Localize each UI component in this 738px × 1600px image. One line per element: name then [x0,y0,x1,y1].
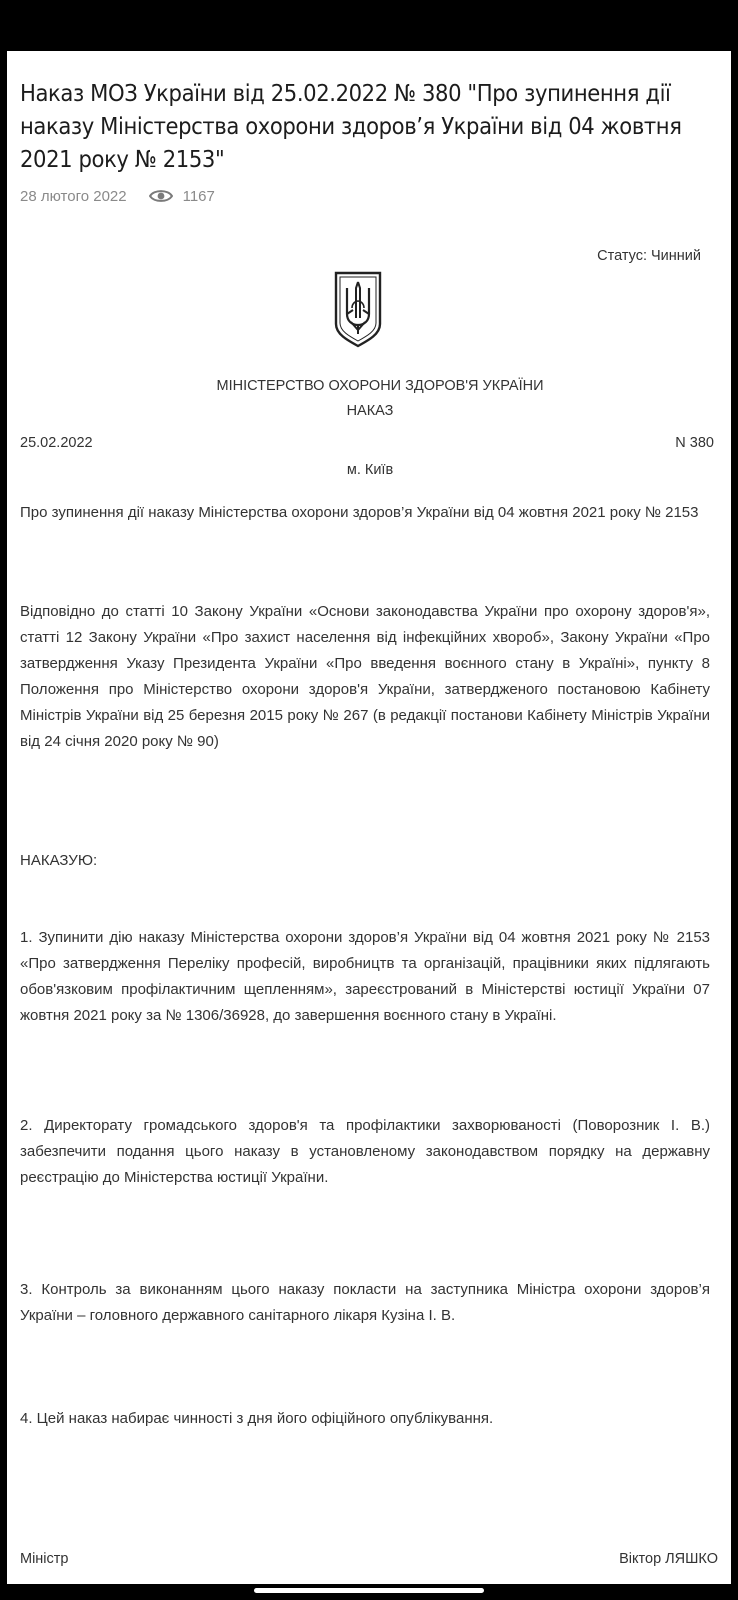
order-number: N 380 [675,435,714,451]
home-indicator[interactable] [254,1588,484,1593]
order-city: м. Київ [346,462,394,478]
order-item-1: 1. Зупинити дію наказу Міністерства охорони здоров’я України від 04 жовтня 2021 року № 2153 «Про затвердження Переліку професій, виробництв та організацій, працівники яких підлягають обов'язковим профілактичним щепленням», зареєстрований в Міністерстві юстиції України 07 жовтня 2021 року за № 1306/36928, до завершення воєнного стану в Україні. [20,929,710,1024]
order-item-3: 3. Контроль за виконанням цього наказу покласти на заступника Міністра охорони здоров’я України – головного державного санітарного лікаря Кузіна І. В. [20,1281,710,1324]
order-item-4: 4. Цей наказ набирає чинності з дня його офіційного опублікування. [20,1410,494,1427]
publish-date: 28 лютого 2022 [20,187,127,205]
status-label: Статус: Чинний [597,248,701,264]
signature-name: Віктор ЛЯШКО [619,1551,718,1567]
signature-title: Міністр [20,1551,69,1567]
eye-icon [149,189,173,203]
order-subject: Про зупинення дії наказу Міністерства охорони здоров’я України від 04 жовтня 2021 року № 2153 [20,504,699,521]
article-title: Наказ МОЗ України від 25.02.2022 № 380 "Про зупинення дії наказу Міністерства охорони здоров’я України від 04 жовтня 2021 року № 2153" [20,79,682,173]
order-date: 25.02.2022 [20,435,93,451]
order-preamble: Відповідно до статті 10 Закону України «Основи законодавства України про охорону здоров'я», статті 12 Закону України «Про захист населення від інфекційних хвороб», Закону України «Про затвердження Указу Президента України «Про введення воєнного стану в Україні», пункту 8 Положення про Міністерство охорони здоров'я України, затвердженого постановою Кабінету Міністрів України від 25 березня 2015 року № 267 (в редакції постанови Кабінету Міністрів України від 24 січня 2020 року № 90) [20,603,710,750]
coat-of-arms-icon [333,270,383,348]
article-meta [20,185,215,207]
document-page [7,51,731,1584]
view-count: 1167 [182,187,215,205]
order-item-2: 2. Директорату громадського здоров'я та профілактики захворюваності (Поворозник І. В.) забезпечити подання цього наказу в установленому законодавством порядку на державну реєстрацію до Міністерства юстиції України. [20,1117,710,1186]
order-directive: НАКАЗУЮ: [20,852,98,869]
ministry-name: МІНІСТЕРСТВО ОХОРОНИ ЗДОРОВ'Я УКРАЇНИ [216,378,544,394]
order-heading: НАКАЗ [346,403,394,419]
